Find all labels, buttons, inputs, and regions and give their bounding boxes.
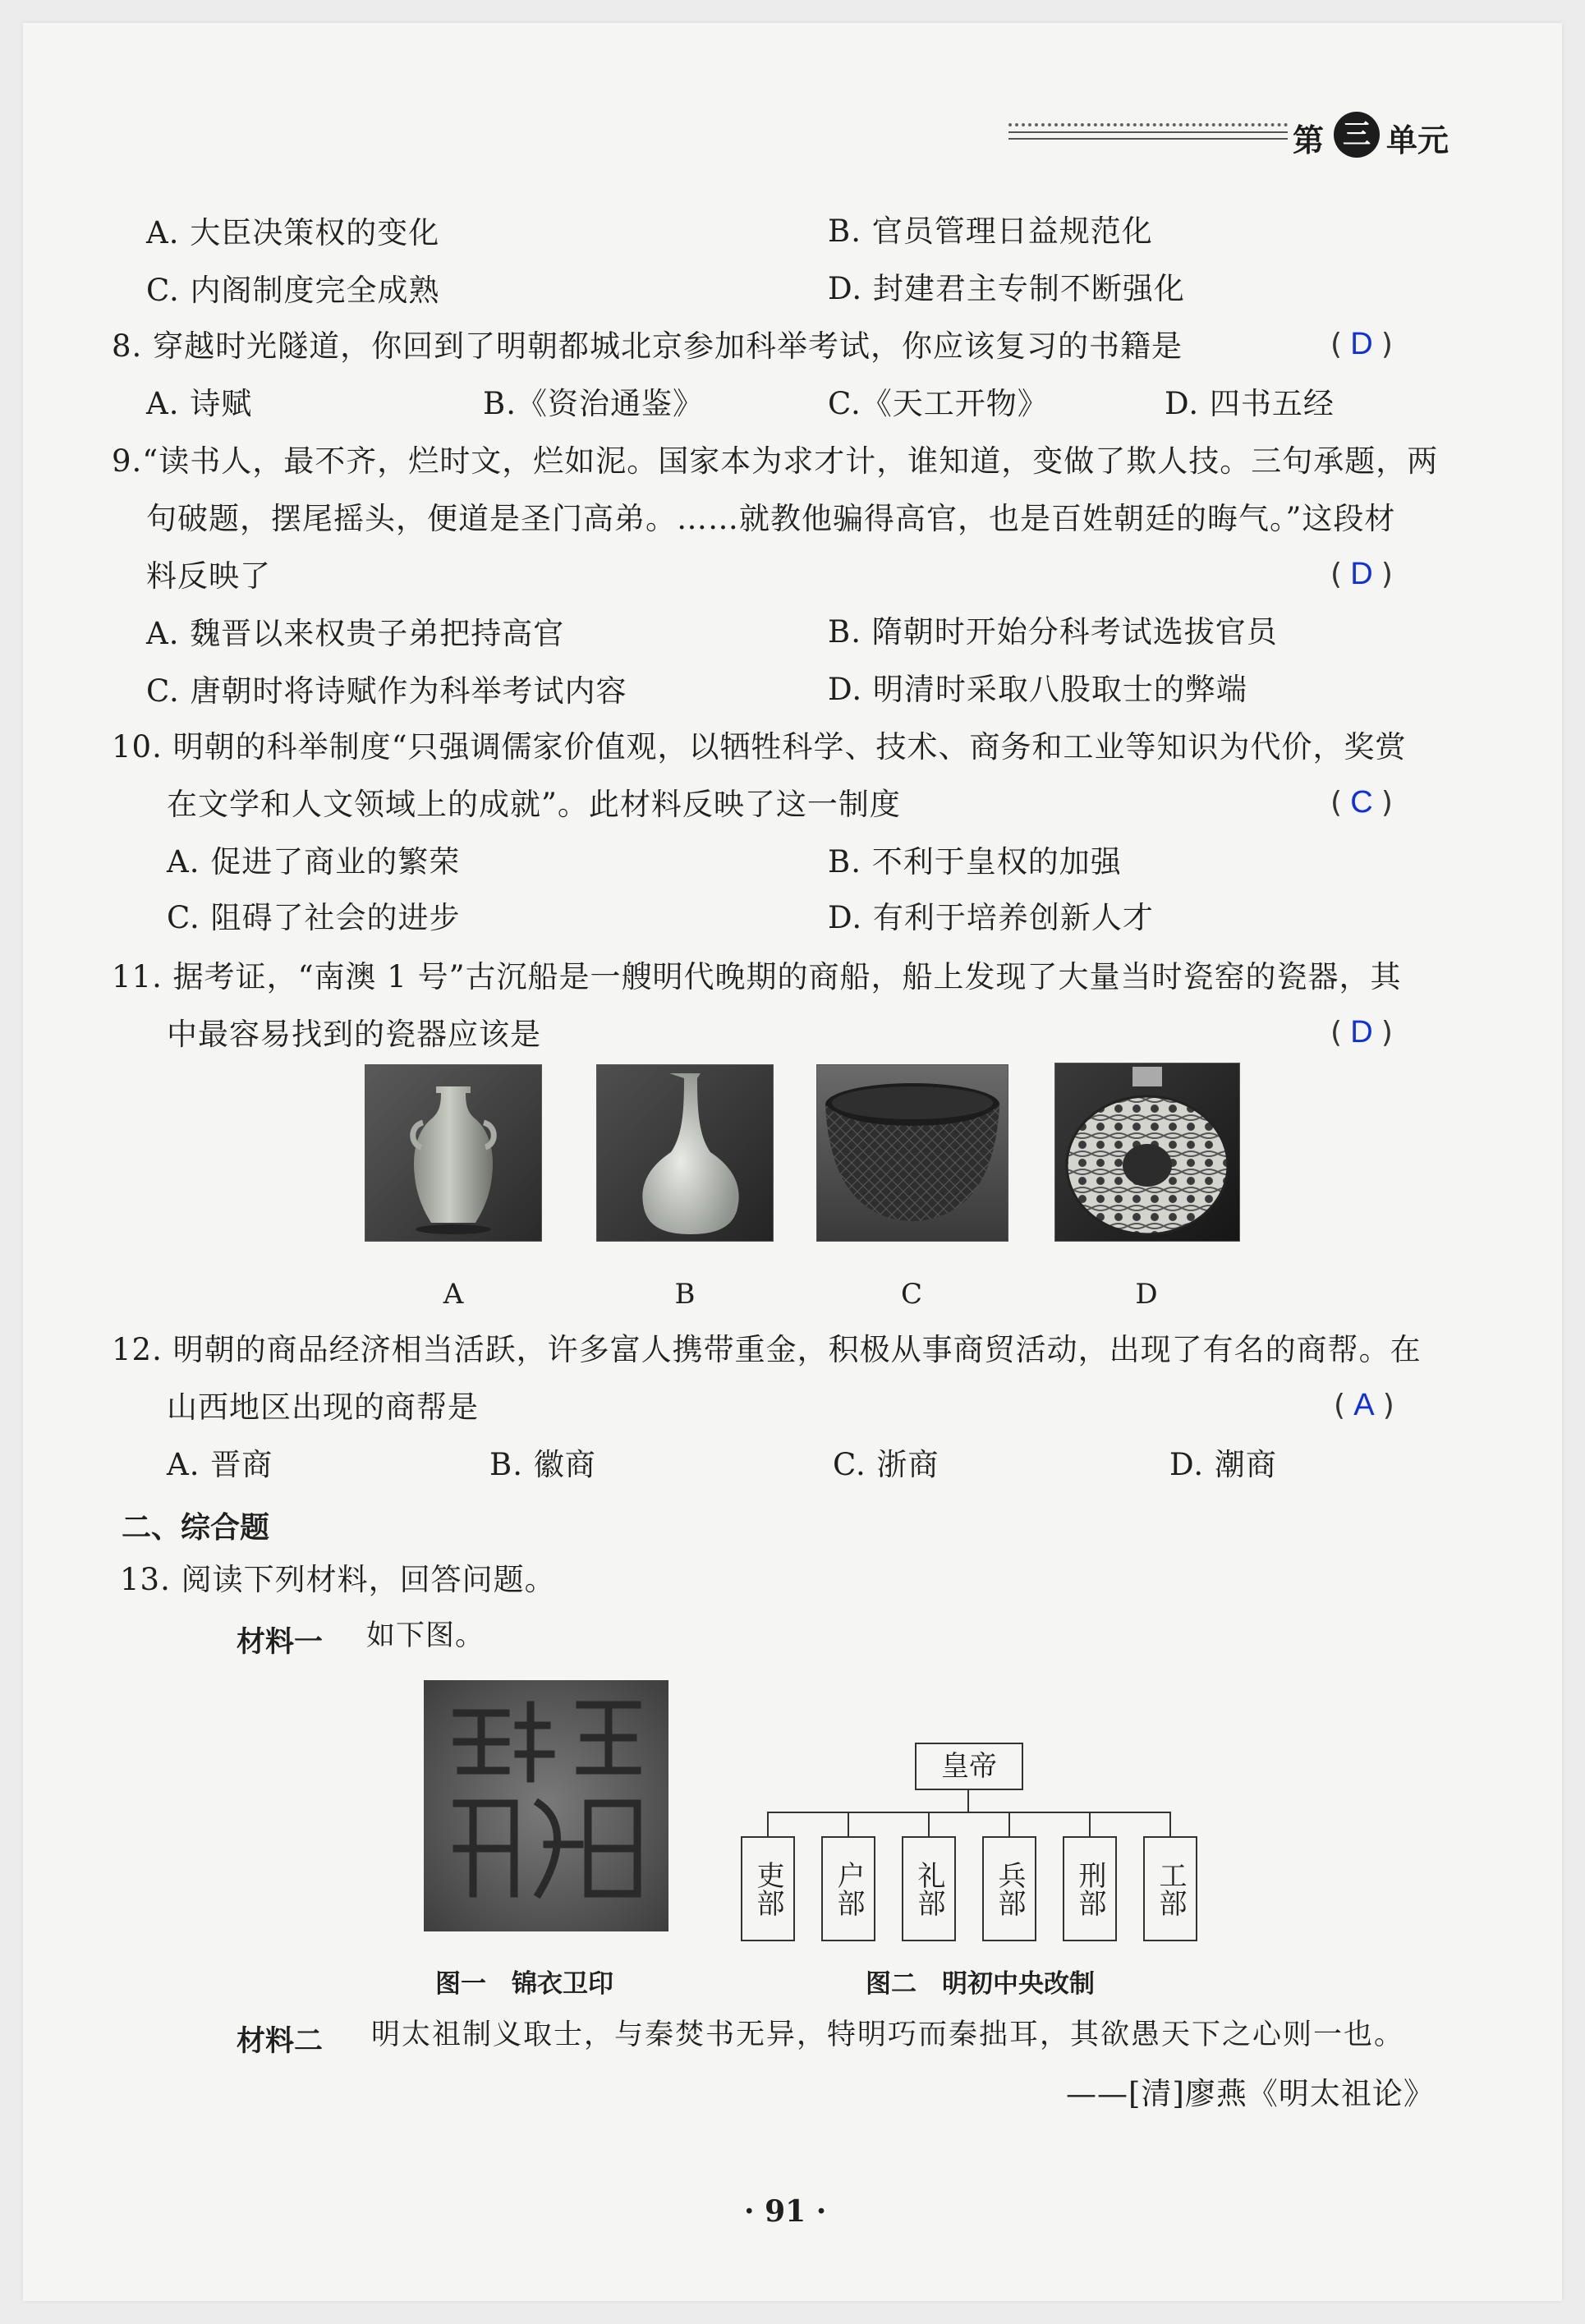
header-rule	[1008, 138, 1288, 140]
q11-line-2: 中最容易找到的瓷器应该是	[167, 1017, 541, 1052]
dept-li-personnel: 吏部	[741, 1836, 795, 1941]
figure2-caption: 图二 明初中央改制	[866, 1969, 1095, 1999]
q7-option-a: A. 大臣决策权的变化	[146, 215, 440, 250]
unit-number-badge: 三	[1334, 112, 1380, 158]
dept-hu-revenue: 户部	[821, 1836, 875, 1941]
porcelain-flask-d-image	[1054, 1063, 1240, 1242]
chart-connector	[848, 1812, 849, 1836]
header-suffix: 单元	[1386, 122, 1449, 158]
image-label-a: A	[443, 1278, 464, 1311]
q9-line-2: 句破题，摆尾摇头，便道是圣门高弟。……就教他骗得高官，也是百姓朝廷的晦气。”这段材	[146, 501, 1396, 536]
dept-xing-justice: 刑部	[1063, 1836, 1117, 1941]
porcelain-vase-b-image	[596, 1064, 774, 1242]
q11-answer: D	[1350, 1015, 1373, 1049]
q8-option-d: D. 四书五经	[1165, 386, 1335, 421]
q12-option-d: D. 潮商	[1169, 1447, 1277, 1482]
chart-connector	[967, 1789, 969, 1812]
material2-text: 明太祖制义取士，与秦焚书无异，特明巧而秦拙耳，其欲愚天下之心则一也。	[371, 2019, 1405, 2051]
dept-gong-works: 工部	[1143, 1836, 1197, 1941]
header-rule	[1008, 131, 1288, 133]
porcelain-bowl-c-image	[816, 1064, 1008, 1242]
q7-option-b: B. 官员管理日益规范化	[828, 214, 1153, 249]
q8-answer: D	[1350, 327, 1373, 361]
material1-label: 材料一	[237, 1626, 324, 1659]
chart-connector	[767, 1812, 1169, 1813]
q10-answer-bracket: ( C )	[1330, 785, 1393, 820]
section-title: 二、综合题	[122, 1511, 270, 1545]
chart-connector	[1089, 1812, 1091, 1836]
image-label-d: D	[1135, 1278, 1158, 1311]
q9-option-d: D. 明清时采取八股取士的弊端	[828, 672, 1247, 707]
q11-answer-bracket: ( D )	[1330, 1015, 1393, 1049]
q10-option-d: D. 有利于培养创新人才	[828, 900, 1154, 935]
q12-option-a: A. 晋商	[167, 1447, 273, 1482]
q10-option-b: B. 不利于皇权的加强	[828, 844, 1122, 880]
q9-option-a: A. 魏晋以来权贵子弟把持高官	[146, 616, 565, 651]
image-label-c: C	[900, 1278, 922, 1311]
porcelain-vase-a-image	[365, 1064, 542, 1242]
chart-connector	[767, 1812, 769, 1836]
q10-line-2: 在文学和人文领域上的成就”。此材料反映了这一制度	[167, 787, 901, 822]
emperor-box	[915, 1743, 1023, 1790]
header-rule-dotted	[1008, 123, 1288, 126]
q9-option-b: B. 隋朝时开始分科考试选拔官员	[828, 614, 1278, 650]
q8-stem: 8. 穿越时光隧道，你回到了明朝都城北京参加科举考试，你应该复习的书籍是	[112, 328, 1183, 364]
q10-line-1: 10. 明朝的科举制度“只强调儒家价值观，以牺牲科学、技术、商务和工业等知识为代价，奖赏	[112, 729, 1407, 765]
q9-line-1: 9.“读书人，最不齐，烂时文，烂如泥。国家本为求才计，谁知道，变做了欺人技。三句承题，两	[112, 443, 1439, 479]
q9-answer: D	[1350, 557, 1373, 591]
material2-label: 材料二	[237, 2025, 324, 2058]
q10-answer: C	[1350, 785, 1373, 820]
figure1-caption: 图一 锦衣卫印	[435, 1969, 613, 1999]
q8-answer-bracket: ( D )	[1330, 327, 1393, 361]
q9-option-c: C. 唐朝时将诗赋作为科举考试内容	[146, 673, 627, 709]
image-label-b: B	[674, 1278, 696, 1311]
q10-option-a: A. 促进了商业的繁荣	[167, 844, 461, 880]
material2-source: ——[清]廖燕《明太祖论》	[1066, 2076, 1435, 2111]
q9-line-3: 料反映了	[146, 558, 271, 594]
q7-option-c: C. 内阁制度完全成熟	[146, 273, 440, 308]
q13-stem: 13. 阅读下列材料，回答问题。	[120, 1562, 556, 1597]
page-number: · 91 ·	[744, 2194, 827, 2229]
q12-option-c: C. 浙商	[833, 1447, 940, 1482]
header-prefix: 第	[1293, 122, 1325, 158]
dept-bing-war: 兵部	[982, 1836, 1036, 1941]
q12-option-b: B. 徽商	[489, 1447, 596, 1482]
workbook-page	[23, 23, 1562, 2301]
q11-line-1: 11. 据考证，“南澳 1 号”古沉船是一艘明代晚期的商船，船上发现了大量当时瓷窑的瓷器，其	[112, 959, 1402, 994]
emperor-label: 皇帝	[941, 1750, 997, 1783]
chart-connector	[928, 1812, 930, 1836]
q7-option-d: D. 封建君主专制不断强化	[828, 271, 1185, 306]
q8-option-c: C.《天工开物》	[828, 386, 1049, 421]
q10-option-c: C. 阻碍了社会的进步	[167, 900, 461, 935]
q8-option-a: A. 诗赋	[146, 386, 253, 421]
q9-answer-bracket: ( D )	[1330, 557, 1393, 591]
q12-line-2: 山西地区出现的商帮是	[167, 1389, 479, 1425]
dept-li-rites: 礼部	[902, 1836, 956, 1941]
q12-answer: A	[1353, 1388, 1375, 1422]
q12-answer-bracket: ( A )	[1334, 1388, 1394, 1422]
jinyiwei-seal-image	[424, 1680, 668, 1931]
material1-text: 如下图。	[366, 1619, 485, 1652]
q8-option-b: B.《资治通鉴》	[483, 386, 704, 421]
chart-connector	[1008, 1812, 1010, 1836]
q12-line-1: 12. 明朝的商品经济相当活跃，许多富人携带重金，积极从事商贸活动，出现了有名的商帮。在	[112, 1332, 1422, 1367]
chart-connector	[1169, 1812, 1171, 1836]
